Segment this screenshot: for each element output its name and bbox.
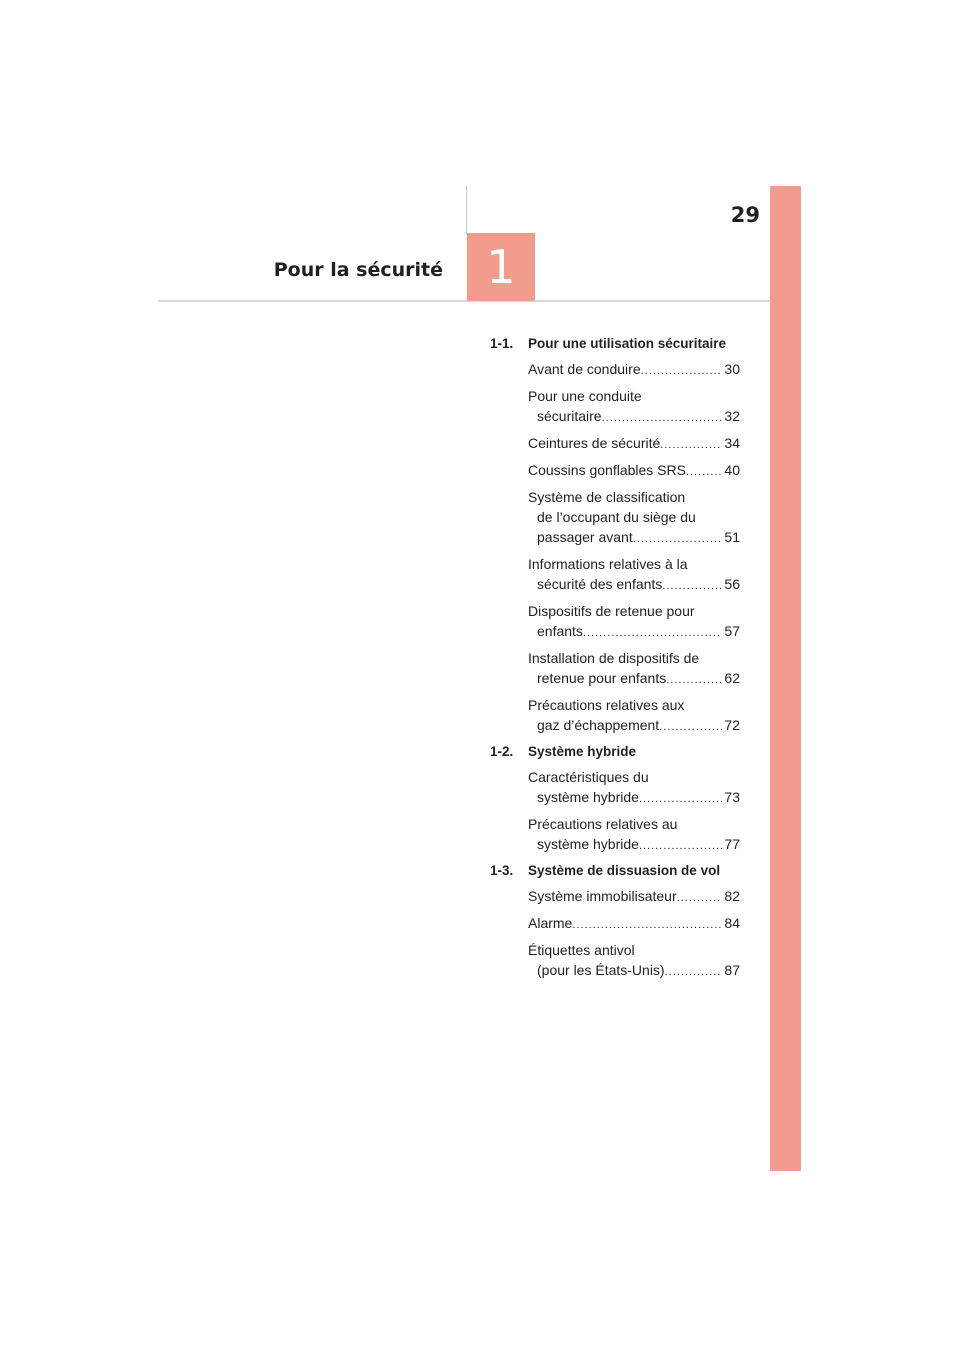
toc-entry-text: système hybride xyxy=(537,789,639,805)
toc-entry-text: Coussins gonflables SRS xyxy=(528,462,686,478)
toc-entry-page: 77 xyxy=(724,836,740,852)
toc-section-heading xyxy=(490,334,740,354)
toc-entry[interactable] xyxy=(528,460,740,482)
toc-entry-page: 32 xyxy=(724,408,740,424)
toc-entry-text: de l’occupant du siège du xyxy=(537,509,696,525)
toc-entry[interactable] xyxy=(528,814,740,856)
toc-leader-dots xyxy=(641,361,723,381)
chapter-title: Pour la sécurité xyxy=(273,259,443,281)
toc-entry[interactable] xyxy=(528,886,740,908)
toc-entry-page: 87 xyxy=(724,962,740,978)
toc-leader-dots xyxy=(639,789,722,809)
toc-entry-text: passager avant xyxy=(537,529,633,545)
page-number: 29 xyxy=(730,203,760,227)
toc-entry-text: Dispositifs de retenue pour xyxy=(528,603,695,619)
toc-entry-text: retenue pour enfants xyxy=(537,670,667,686)
toc-entry[interactable] xyxy=(528,695,740,737)
toc-entry-page: 82 xyxy=(724,888,740,904)
toc-entry[interactable] xyxy=(528,359,740,381)
toc-leader-dots xyxy=(572,915,722,935)
toc-entry[interactable] xyxy=(528,940,740,982)
toc-section-title: Système de dissuasion de vol xyxy=(528,863,721,878)
toc-leader-dots xyxy=(677,888,723,908)
toc-entry-text: Précautions relatives aux xyxy=(528,697,685,713)
toc-leader-dots xyxy=(686,462,722,482)
chapter-number-box xyxy=(467,233,535,301)
toc-section-heading xyxy=(490,861,740,881)
toc-leader-dots xyxy=(639,836,722,856)
toc-entry-text: système hybride xyxy=(537,836,639,852)
toc-entry-page: 73 xyxy=(724,789,740,805)
header-divider-vertical xyxy=(466,186,467,234)
toc-entry-text: gaz d’échappement xyxy=(537,717,660,733)
toc-leader-dots xyxy=(659,717,722,737)
toc-entry-text: Ceintures de sécurité xyxy=(528,435,661,451)
toc-leader-dots xyxy=(633,529,723,549)
toc-entry-text: sécuritaire xyxy=(537,408,602,424)
toc-leader-dots xyxy=(662,576,722,596)
toc-entry-page: 57 xyxy=(724,623,740,639)
toc-entry[interactable] xyxy=(528,487,740,549)
toc-section-number: 1-2. xyxy=(490,744,514,759)
toc-entry-text: (pour les États-Unis) xyxy=(537,962,665,978)
toc-leader-dots xyxy=(583,623,722,643)
toc-section-heading xyxy=(490,742,740,762)
toc-leader-dots xyxy=(665,962,723,982)
toc-entry-page: 51 xyxy=(724,529,740,545)
chapter-side-tab xyxy=(770,186,801,1171)
toc-leader-dots xyxy=(602,408,723,428)
toc-entry-page: 40 xyxy=(724,462,740,478)
toc-entry-text: Informations relatives à la xyxy=(528,556,688,572)
toc-entry-page: 30 xyxy=(724,361,740,377)
toc-entry-page: 84 xyxy=(724,915,740,931)
toc-entry-text: Système immobilisateur xyxy=(528,888,677,904)
toc-entry-page: 72 xyxy=(724,717,740,733)
toc-entry-text: Système de classification xyxy=(528,489,686,505)
toc-leader-dots xyxy=(666,670,722,690)
toc-entry-text: Caractéristiques du xyxy=(528,769,649,785)
toc-entry[interactable] xyxy=(528,767,740,809)
table-of-contents xyxy=(490,334,740,987)
toc-section-number: 1-3. xyxy=(490,863,514,878)
toc-section-title: Système hybride xyxy=(528,744,637,759)
toc-section-title: Pour une utilisation sécuritaire xyxy=(528,336,727,351)
toc-entry-text: Pour une conduite xyxy=(528,388,642,404)
chapter-number: 1 xyxy=(486,240,516,294)
toc-entry-page: 62 xyxy=(724,670,740,686)
toc-entry-text: enfants xyxy=(537,623,583,639)
toc-leader-dots xyxy=(660,435,722,455)
toc-entry[interactable] xyxy=(528,554,740,596)
toc-entry-text: Installation de dispositifs de xyxy=(528,650,700,666)
header-rule xyxy=(158,300,770,302)
toc-entry[interactable] xyxy=(528,433,740,455)
toc-entry-text: Étiquettes antivol xyxy=(528,942,635,958)
toc-entry-text: Avant de conduire xyxy=(528,361,641,377)
toc-entry-text: sécurité des enfants xyxy=(537,576,663,592)
toc-entry[interactable] xyxy=(528,913,740,935)
toc-section-number: 1-1. xyxy=(490,336,514,351)
toc-entry-text: Alarme xyxy=(528,915,573,931)
toc-entry-text: Précautions relatives au xyxy=(528,816,678,832)
toc-entry-page: 56 xyxy=(724,576,740,592)
toc-entry[interactable] xyxy=(528,601,740,643)
toc-entry-page: 34 xyxy=(724,435,740,451)
toc-entry[interactable] xyxy=(528,648,740,690)
toc-entry[interactable] xyxy=(528,386,740,428)
